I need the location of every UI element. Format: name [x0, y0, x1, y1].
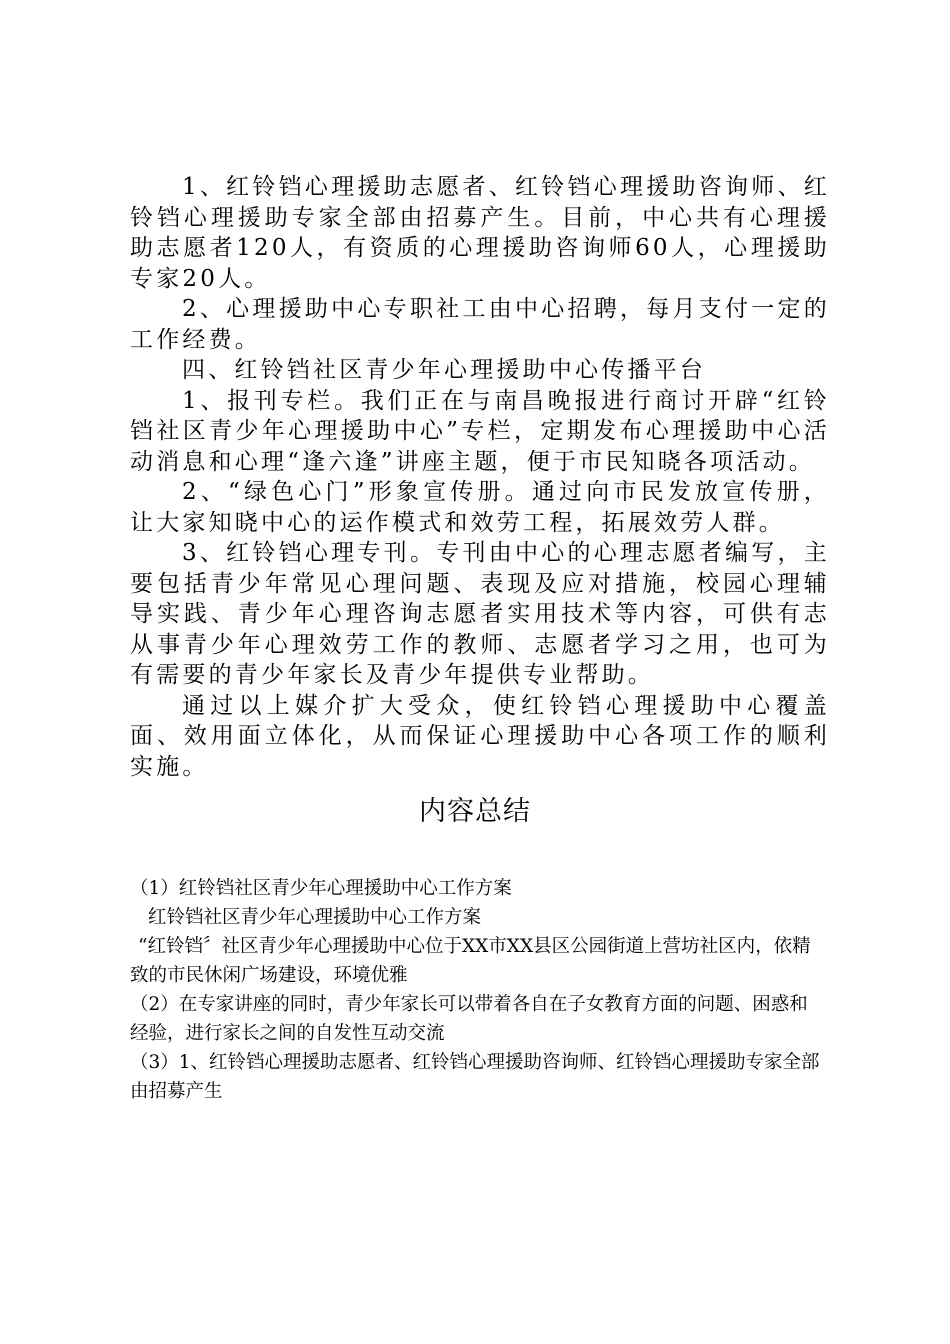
paragraph-brochure: 2、“绿色心门”形象宣传册。通过向市民发放宣传册，让大家知晓中心的运作模式和效劳工程，拓展效劳人群。 — [130, 479, 830, 536]
paragraph-social-worker-funding: 2、心理援助中心专职社工由中心招聘，每月支付一定的工作经费。 — [130, 296, 830, 353]
paragraph-journal: 3、红铃铛心理专刊。专刊由中心的心理志愿者编写，主要包括青少年常见心理问题、表现及应对措施，校园心理辅导实践、青少年心理咨询志愿者实用技术等内容，可供有志从事青少年心理效劳工作的教师、志愿者学习之用，也可为有需要的青少年家长及青少年提供专业帮助。 — [130, 540, 830, 688]
summary-item-2: （2）在专家讲座的同时，青少年家长可以带着各自在子女教育方面的问题、困惑和经验，进行家长之间的自发性互动交流 — [130, 994, 808, 1044]
summary-list — [130, 874, 820, 1106]
summary-title: 内容总结 — [419, 796, 531, 827]
section-heading-platform: 四、红铃铛社区青少年心理援助中心传播平台 — [182, 357, 706, 383]
summary-item-1-subtitle: 红铃铛社区青少年心理援助中心工作方案 — [148, 907, 482, 928]
paragraph-conclusion: 通过以上媒介扩大受众，使红铃铛心理援助中心覆盖面、效用面立体化，从而保证心理援助中心各项工作的顺利实施。 — [130, 692, 830, 780]
summary-item-1-detail: “红铃铛〞社区青少年心理援助中心位于XX市XX县区公园街道上营坊社区内，依精致的市民休闲广场建设，环境优雅 — [130, 936, 811, 986]
summary-item-1: （1）红铃铛社区青少年心理援助中心工作方案 — [130, 878, 512, 899]
summary-item-3: （3）1、红铃铛心理援助志愿者、红铃铛心理援助咨询师、红铃铛心理援助专家全部由招募产生 — [130, 1052, 820, 1102]
document-body — [130, 172, 830, 782]
paragraph-volunteer-recruitment: 1、红铃铛心理援助志愿者、红铃铛心理援助咨询师、红铃铛心理援助专家全部由招募产生。目前，中心共有心理援助志愿者120人，有资质的心理援助咨询师60人，心理援助专家20人。 — [130, 174, 830, 292]
paragraph-newspaper-column: 1、报刊专栏。我们正在与南昌晚报进行商讨开辟“红铃铛社区青少年心理援助中心”专栏，定期发布心理援助中心活动消息和心理“逢六逢”讲座主题，便于市民知晓各项活动。 — [130, 387, 830, 475]
